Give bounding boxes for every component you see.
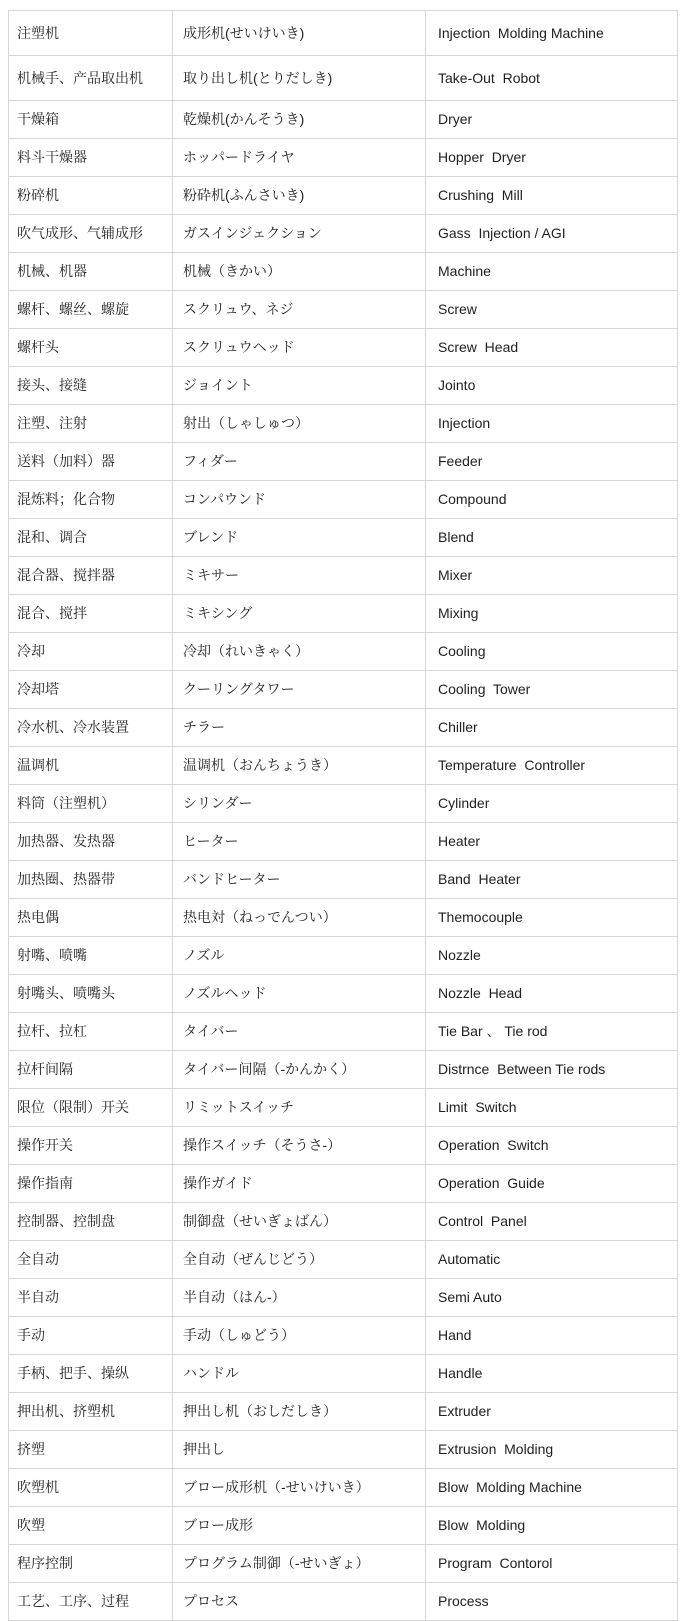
japanese-term-cell: 冷却（れいきゃく） <box>173 633 426 671</box>
chinese-term-cell: 温调机 <box>9 747 173 785</box>
table-row <box>9 1507 678 1545</box>
japanese-term-cell: ブロー成形机（-せいけいき） <box>173 1469 426 1507</box>
japanese-term-cell: 乾燥机(かんそうき) <box>173 101 426 139</box>
table-row <box>9 633 678 671</box>
japanese-term-cell: ブレンド <box>173 519 426 557</box>
japanese-term-cell: ノズルヘッド <box>173 975 426 1013</box>
table-row <box>9 823 678 861</box>
chinese-term-cell: 料筒（注塑机） <box>9 785 173 823</box>
table-row <box>9 1127 678 1165</box>
japanese-term-cell: タイバー <box>173 1013 426 1051</box>
table-row <box>9 367 678 405</box>
table-row <box>9 1279 678 1317</box>
chinese-term-cell: 拉杆、拉杠 <box>9 1013 173 1051</box>
chinese-term-cell: 热电偶 <box>9 899 173 937</box>
chinese-term-cell: 限位（限制）开关 <box>9 1089 173 1127</box>
table-row <box>9 139 678 177</box>
table-row <box>9 519 678 557</box>
japanese-term-cell: スクリュウ、ネジ <box>173 291 426 329</box>
chinese-term-cell: 冷却 <box>9 633 173 671</box>
table-row <box>9 1431 678 1469</box>
english-term-cell: Tie Bar 、 Tie rod <box>426 1013 678 1051</box>
japanese-term-cell: 粉砕机(ふんさいき) <box>173 177 426 215</box>
english-term-cell: Operation Guide <box>426 1165 678 1203</box>
japanese-term-cell: ジョイント <box>173 367 426 405</box>
table-row <box>9 709 678 747</box>
english-term-cell: Mixing <box>426 595 678 633</box>
table-row <box>9 1165 678 1203</box>
table-row <box>9 177 678 215</box>
table-row <box>9 1317 678 1355</box>
japanese-term-cell: 热电対（ねっでんつい） <box>173 899 426 937</box>
chinese-term-cell: 手动 <box>9 1317 173 1355</box>
chinese-term-cell: 注塑机 <box>9 11 173 56</box>
english-term-cell: Heater <box>426 823 678 861</box>
english-term-cell: Cooling <box>426 633 678 671</box>
japanese-term-cell: ヒーター <box>173 823 426 861</box>
english-term-cell: Dryer <box>426 101 678 139</box>
chinese-term-cell: 工艺、工序、过程 <box>9 1583 173 1621</box>
japanese-term-cell: シリンダー <box>173 785 426 823</box>
table-body <box>9 11 678 1621</box>
table-row <box>9 1545 678 1583</box>
english-term-cell: Band Heater <box>426 861 678 899</box>
table-row <box>9 1469 678 1507</box>
english-term-cell: Mixer <box>426 557 678 595</box>
chinese-term-cell: 程序控制 <box>9 1545 173 1583</box>
table-row <box>9 405 678 443</box>
japanese-term-cell: 机械（きかい） <box>173 253 426 291</box>
table-row <box>9 1089 678 1127</box>
japanese-term-cell: ハンドル <box>173 1355 426 1393</box>
chinese-term-cell: 料斗干燥器 <box>9 139 173 177</box>
japanese-term-cell: ガスインジェクション <box>173 215 426 253</box>
japanese-term-cell: ノズル <box>173 937 426 975</box>
table-row <box>9 557 678 595</box>
chinese-term-cell: 手柄、把手、操纵 <box>9 1355 173 1393</box>
japanese-term-cell: 全自动（ぜんじどう） <box>173 1241 426 1279</box>
table-row <box>9 443 678 481</box>
chinese-term-cell: 粉碎机 <box>9 177 173 215</box>
japanese-term-cell: 成形机(せいけいき) <box>173 11 426 56</box>
chinese-term-cell: 射嘴、喷嘴 <box>9 937 173 975</box>
chinese-term-cell: 接头、接缝 <box>9 367 173 405</box>
japanese-term-cell: 温调机（おんちょうき） <box>173 747 426 785</box>
table-row <box>9 291 678 329</box>
chinese-term-cell: 射嘴头、喷嘴头 <box>9 975 173 1013</box>
table-row <box>9 1241 678 1279</box>
chinese-term-cell: 拉杆间隔 <box>9 1051 173 1089</box>
japanese-term-cell: フィダー <box>173 443 426 481</box>
table-row <box>9 215 678 253</box>
japanese-term-cell: タイバー间隔（-かんかく） <box>173 1051 426 1089</box>
japanese-term-cell: プログラム制御（-せいぎょ） <box>173 1545 426 1583</box>
english-term-cell: Nozzle Head <box>426 975 678 1013</box>
table-row <box>9 1203 678 1241</box>
english-term-cell: Screw Head <box>426 329 678 367</box>
chinese-term-cell: 螺杆、螺丝、螺旋 <box>9 291 173 329</box>
chinese-term-cell: 吹塑 <box>9 1507 173 1545</box>
table-row <box>9 481 678 519</box>
english-term-cell: Nozzle <box>426 937 678 975</box>
japanese-term-cell: バンドヒーター <box>173 861 426 899</box>
english-term-cell: Take-Out Robot <box>426 56 678 101</box>
japanese-term-cell: 押出し <box>173 1431 426 1469</box>
english-term-cell: Injection Molding Machine <box>426 11 678 56</box>
japanese-term-cell: 押出し机（おしだしき） <box>173 1393 426 1431</box>
english-term-cell: Compound <box>426 481 678 519</box>
english-term-cell: Process <box>426 1583 678 1621</box>
japanese-term-cell: スクリュウヘッド <box>173 329 426 367</box>
english-term-cell: Blow Molding <box>426 1507 678 1545</box>
chinese-term-cell: 加热器、发热器 <box>9 823 173 861</box>
english-term-cell: Operation Switch <box>426 1127 678 1165</box>
english-term-cell: Control Panel <box>426 1203 678 1241</box>
table-row <box>9 671 678 709</box>
chinese-term-cell: 机械手、产品取出机 <box>9 56 173 101</box>
english-term-cell: Temperature Controller <box>426 747 678 785</box>
english-term-cell: Hopper Dryer <box>426 139 678 177</box>
table-row <box>9 1355 678 1393</box>
english-term-cell: Limit Switch <box>426 1089 678 1127</box>
chinese-term-cell: 挤塑 <box>9 1431 173 1469</box>
english-term-cell: Injection <box>426 405 678 443</box>
glossary-table <box>8 10 678 1621</box>
chinese-term-cell: 螺杆头 <box>9 329 173 367</box>
japanese-term-cell: コンパウンド <box>173 481 426 519</box>
english-term-cell: Chiller <box>426 709 678 747</box>
table-row <box>9 1583 678 1621</box>
table-row <box>9 595 678 633</box>
table-row <box>9 253 678 291</box>
japanese-term-cell: 取り出し机(とりだしき) <box>173 56 426 101</box>
english-term-cell: Semi Auto <box>426 1279 678 1317</box>
japanese-term-cell: 操作ガイド <box>173 1165 426 1203</box>
english-term-cell: Jointo <box>426 367 678 405</box>
table-row <box>9 1393 678 1431</box>
japanese-term-cell: 操作スイッチ（そうさ-） <box>173 1127 426 1165</box>
chinese-term-cell: 操作开关 <box>9 1127 173 1165</box>
table-row <box>9 861 678 899</box>
chinese-term-cell: 混合、搅拌 <box>9 595 173 633</box>
chinese-term-cell: 吹塑机 <box>9 1469 173 1507</box>
english-term-cell: Themocouple <box>426 899 678 937</box>
table-row <box>9 899 678 937</box>
japanese-term-cell: 半自动（はん-） <box>173 1279 426 1317</box>
chinese-term-cell: 押出机、挤塑机 <box>9 1393 173 1431</box>
english-term-cell: Automatic <box>426 1241 678 1279</box>
english-term-cell: Cooling Tower <box>426 671 678 709</box>
english-term-cell: Cylinder <box>426 785 678 823</box>
table-row <box>9 56 678 101</box>
japanese-term-cell: 手动（しゅどう） <box>173 1317 426 1355</box>
english-term-cell: Extruder <box>426 1393 678 1431</box>
english-term-cell: Distrnce Between Tie rods <box>426 1051 678 1089</box>
english-term-cell: Crushing Mill <box>426 177 678 215</box>
japanese-term-cell: ブロー成形 <box>173 1507 426 1545</box>
table-row <box>9 329 678 367</box>
japanese-term-cell: 制御盘（せいぎょばん） <box>173 1203 426 1241</box>
english-term-cell: Machine <box>426 253 678 291</box>
english-term-cell: Program Contorol <box>426 1545 678 1583</box>
english-term-cell: Hand <box>426 1317 678 1355</box>
table-row <box>9 11 678 56</box>
japanese-term-cell: ホッパードライヤ <box>173 139 426 177</box>
english-term-cell: Handle <box>426 1355 678 1393</box>
japanese-term-cell: リミットスイッチ <box>173 1089 426 1127</box>
english-term-cell: Extrusion Molding <box>426 1431 678 1469</box>
table-row <box>9 1013 678 1051</box>
chinese-term-cell: 冷水机、冷水装置 <box>9 709 173 747</box>
table-row <box>9 785 678 823</box>
chinese-term-cell: 混和、调合 <box>9 519 173 557</box>
chinese-term-cell: 冷却塔 <box>9 671 173 709</box>
english-term-cell: Gass Injection / AGI <box>426 215 678 253</box>
chinese-term-cell: 控制器、控制盘 <box>9 1203 173 1241</box>
chinese-term-cell: 机械、机器 <box>9 253 173 291</box>
english-term-cell: Feeder <box>426 443 678 481</box>
table-row <box>9 747 678 785</box>
japanese-term-cell: 射出（しゃしゅつ） <box>173 405 426 443</box>
chinese-term-cell: 加热圈、热器带 <box>9 861 173 899</box>
table-row <box>9 975 678 1013</box>
japanese-term-cell: クーリングタワー <box>173 671 426 709</box>
english-term-cell: Screw <box>426 291 678 329</box>
chinese-term-cell: 全自动 <box>9 1241 173 1279</box>
japanese-term-cell: プロセス <box>173 1583 426 1621</box>
english-term-cell: Blow Molding Machine <box>426 1469 678 1507</box>
japanese-term-cell: ミキシング <box>173 595 426 633</box>
english-term-cell: Blend <box>426 519 678 557</box>
chinese-term-cell: 混炼料；化合物 <box>9 481 173 519</box>
table-row <box>9 101 678 139</box>
table-row <box>9 937 678 975</box>
chinese-term-cell: 操作指南 <box>9 1165 173 1203</box>
chinese-term-cell: 送料（加料）器 <box>9 443 173 481</box>
chinese-term-cell: 干燥箱 <box>9 101 173 139</box>
table-row <box>9 1051 678 1089</box>
glossary-page <box>8 10 677 1621</box>
japanese-term-cell: ミキサー <box>173 557 426 595</box>
chinese-term-cell: 混合器、搅拌器 <box>9 557 173 595</box>
japanese-term-cell: チラー <box>173 709 426 747</box>
chinese-term-cell: 吹气成形、气辅成形 <box>9 215 173 253</box>
chinese-term-cell: 注塑、注射 <box>9 405 173 443</box>
chinese-term-cell: 半自动 <box>9 1279 173 1317</box>
